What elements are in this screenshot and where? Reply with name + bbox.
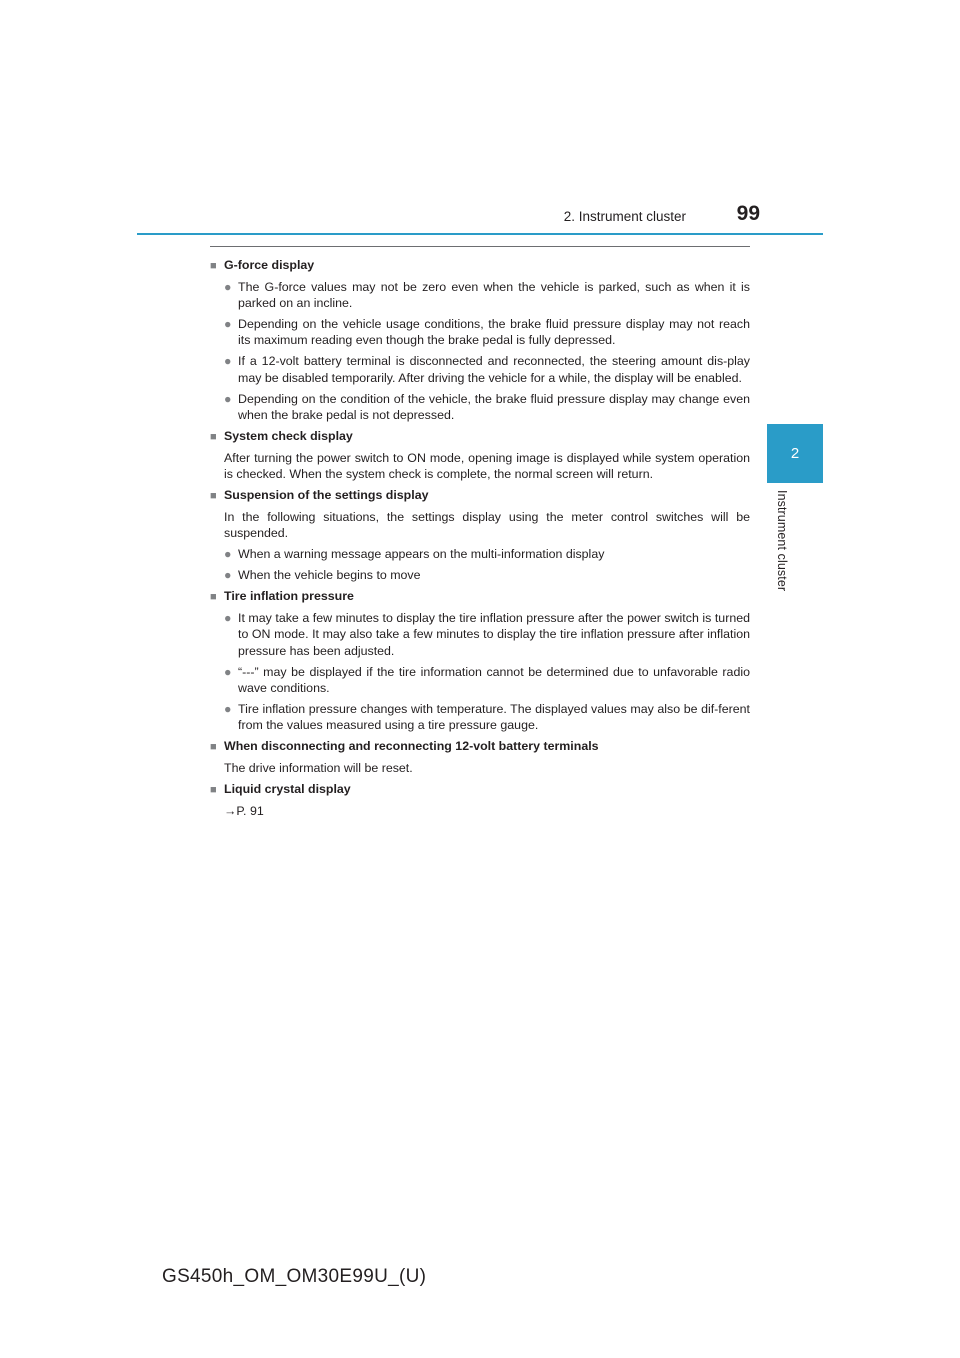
section-heading-text: Suspension of the settings display — [224, 488, 429, 503]
list-item-text: When the vehicle begins to move — [238, 568, 421, 583]
square-bullet-icon: ■ — [210, 490, 217, 503]
list-item-text: It may take a few minutes to display the tire inflation pressure after the power switch is turned to ON mode. It may also take a few minutes to display the tire inflation pressure after inflation pressure has been adjusted. — [238, 611, 750, 658]
section-heading — [210, 781, 750, 798]
round-bullet-icon: ● — [224, 547, 232, 562]
list-item — [224, 316, 750, 348]
square-bullet-icon: ■ — [210, 784, 217, 797]
list-item — [224, 391, 750, 423]
round-bullet-icon: ● — [224, 354, 232, 369]
section-heading — [210, 257, 750, 274]
content-rule — [210, 246, 750, 247]
square-bullet-icon: ■ — [210, 260, 217, 272]
square-bullet-icon: ■ — [210, 430, 217, 443]
list-item-text: “---” may be displayed if the tire information cannot be determined due to unfavorable radio wave conditions. — [238, 664, 750, 695]
round-bullet-icon: ● — [224, 664, 232, 679]
chapter-tab[interactable] — [767, 424, 823, 483]
square-bullet-icon: ■ — [210, 591, 217, 604]
square-bullet-icon: ■ — [210, 741, 217, 754]
list-item-text: Tire inflation pressure changes with temperature. The displayed values may also be dif-ferent from the values measured using a tire pressure gauge. — [238, 701, 750, 733]
header-rule — [137, 233, 823, 235]
section-heading — [210, 487, 750, 504]
section-heading-text: Liquid crystal display — [224, 782, 351, 797]
section-heading-text: System check display — [224, 428, 353, 443]
section-heading — [210, 738, 750, 755]
round-bullet-icon: ● — [224, 611, 232, 626]
round-bullet-icon: ● — [224, 701, 232, 716]
right-arrow-icon: → — [224, 804, 237, 819]
section-paragraph: The drive information will be reset. — [224, 761, 413, 776]
list-item — [224, 567, 750, 583]
list-item — [224, 701, 750, 733]
round-bullet-icon: ● — [224, 317, 232, 332]
section-heading-text: When disconnecting and reconnecting 12-volt battery terminals — [224, 739, 599, 754]
round-bullet-icon: ● — [224, 391, 232, 406]
list-item — [224, 353, 750, 385]
running-header-title: 2. Instrument cluster — [563, 209, 686, 224]
list-item — [224, 279, 750, 311]
document-code: GS450h_OM_OM30E99U_(U) — [162, 1266, 427, 1287]
list-item-text: Depending on the vehicle usage conditions, the brake fluid pressure display may not reach its maximum reading even though the brake pedal is fully depressed. — [238, 317, 750, 348]
list-item-text: The G-force values may not be zero even when the vehicle is parked, such as when it is parked on an incline. — [238, 280, 750, 311]
section-heading-text: Tire inflation pressure — [224, 589, 354, 604]
cross-reference-link[interactable] — [224, 803, 750, 819]
section-heading — [210, 428, 750, 445]
cross-reference-text: P. 91 — [236, 804, 264, 819]
round-bullet-icon: ● — [224, 568, 232, 583]
chapter-tab-number: 2 — [790, 445, 800, 462]
section-heading-text: G-force display — [224, 258, 315, 272]
page-content — [210, 257, 750, 819]
list-item-text: If a 12-volt battery terminal is disconnected and reconnected, the steering amount dis-play may be disabled temporarily. After driving the vehicle for a while, the display will be enabled. — [238, 354, 750, 385]
list-item-text: When a warning message appears on the multi-information display — [238, 547, 605, 562]
chapter-tab-label-text: Instrument cluster — [775, 490, 789, 592]
list-item — [224, 610, 750, 659]
section-heading — [210, 588, 750, 605]
list-item-text: Depending on the condition of the vehicle, the brake fluid pressure display may change even when the brake pedal is not depressed. — [238, 391, 750, 422]
section-paragraph: After turning the power switch to ON mode, opening image is displayed while system operation is checked. When the system check is complete, the normal screen will return. — [224, 450, 750, 482]
page-number: 99 — [736, 202, 760, 225]
section-paragraph: In the following situations, the settings display using the meter control switches will be suspended. — [224, 510, 750, 541]
round-bullet-icon: ● — [224, 280, 232, 294]
list-item — [224, 664, 750, 696]
list-item — [224, 546, 750, 562]
